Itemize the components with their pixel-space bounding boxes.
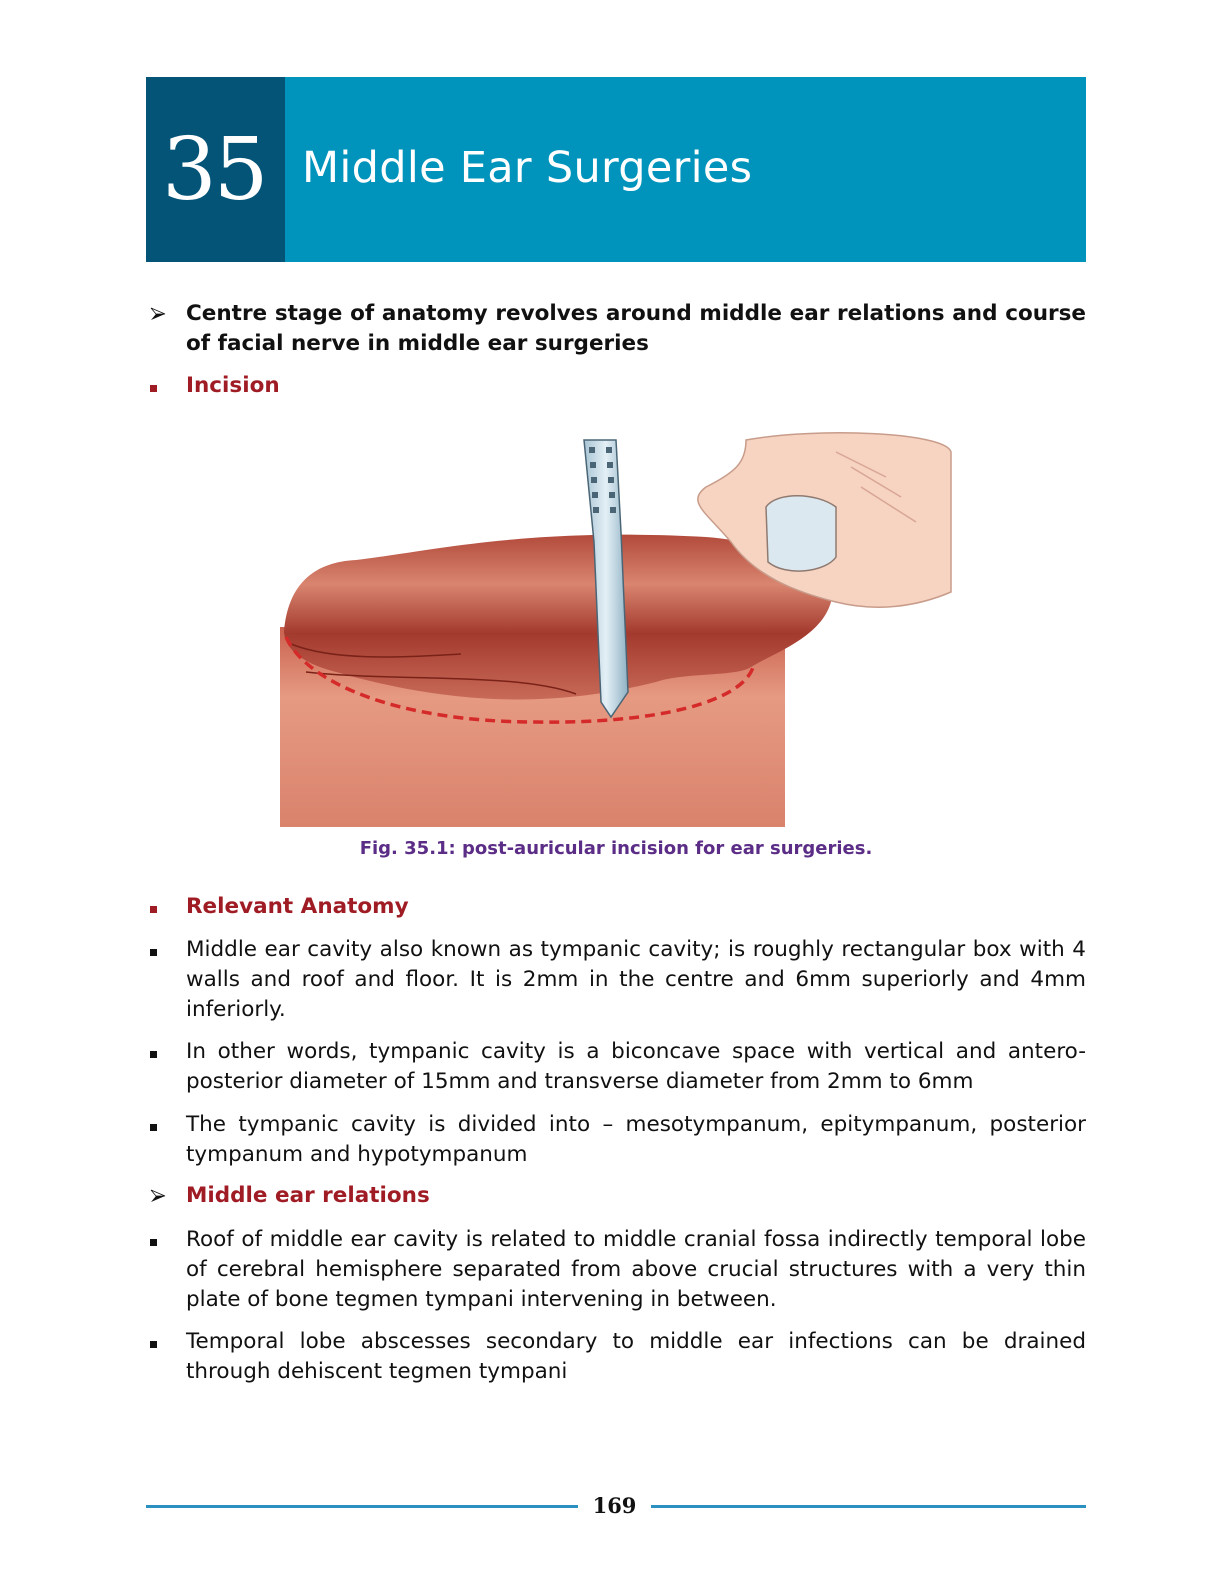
anatomy-point	[146, 1110, 1086, 1170]
intro-text: Centre stage of anatomy revolves around middle ear relations and course of facial nerve in middle ear surgeries	[186, 301, 1086, 356]
footer-rule-right	[651, 1505, 1086, 1508]
square-icon	[150, 1037, 170, 1067]
intro-point	[146, 299, 1086, 359]
relations-point	[146, 1327, 1086, 1387]
chapter-title: Middle Ear Surgeries	[302, 143, 753, 193]
square-icon	[150, 371, 170, 401]
scalpel-incision-illustration	[276, 432, 956, 832]
anatomy-point-text: The tympanic cavity is divided into – mesotympanum, epitympanum, posterior tympanum and hypotympanum	[186, 1112, 1086, 1167]
incision-heading-item	[146, 371, 1086, 401]
incision-figure	[276, 432, 956, 832]
chapter-number-box	[146, 77, 285, 262]
page-number: 169	[592, 1493, 637, 1518]
square-icon	[150, 1110, 170, 1140]
incision-heading: Incision	[186, 373, 280, 398]
relations-point-text: Roof of middle ear cavity is related to middle cranial fossa indirectly temporal lobe of cerebral hemisphere separated from above crucial structures with a very thin plate of bone tegmen tympani intervening in between.	[186, 1227, 1086, 1312]
anatomy-heading-item	[146, 892, 1086, 922]
footer-rule-left	[146, 1505, 578, 1508]
anatomy-point	[146, 1037, 1086, 1097]
anatomy-point-text: Middle ear cavity also known as tympanic cavity; is roughly rectangular box with 4 walls and roof and floor. It is 2mm in the centre and 6mm superiorly and 4mm inferiorly.	[186, 937, 1086, 1022]
arrow-icon	[150, 299, 170, 330]
anatomy-point-text: In other words, tympanic cavity is a biconcave space with vertical and antero-posterior diameter of 15mm and transverse diameter from 2mm to 6mm	[186, 1039, 1086, 1094]
page-footer	[146, 1492, 1086, 1522]
figure-caption: Fig. 35.1: post-auricular incision for ear surgeries.	[359, 838, 873, 859]
relations-heading-item	[146, 1181, 1086, 1211]
chapter-number: 35	[162, 120, 266, 220]
anatomy-heading: Relevant Anatomy	[186, 894, 409, 919]
square-icon	[150, 892, 170, 922]
square-icon	[150, 1225, 170, 1255]
relations-point	[146, 1225, 1086, 1315]
anatomy-point	[146, 935, 1086, 1025]
chapter-banner	[146, 77, 1086, 262]
relations-heading: Middle ear relations	[186, 1183, 430, 1208]
relations-point-text: Temporal lobe abscesses secondary to middle ear infections can be drained through dehiscent tegmen tympani	[186, 1329, 1086, 1384]
square-icon	[150, 935, 170, 965]
square-icon	[150, 1327, 170, 1357]
arrow-icon	[150, 1181, 170, 1212]
